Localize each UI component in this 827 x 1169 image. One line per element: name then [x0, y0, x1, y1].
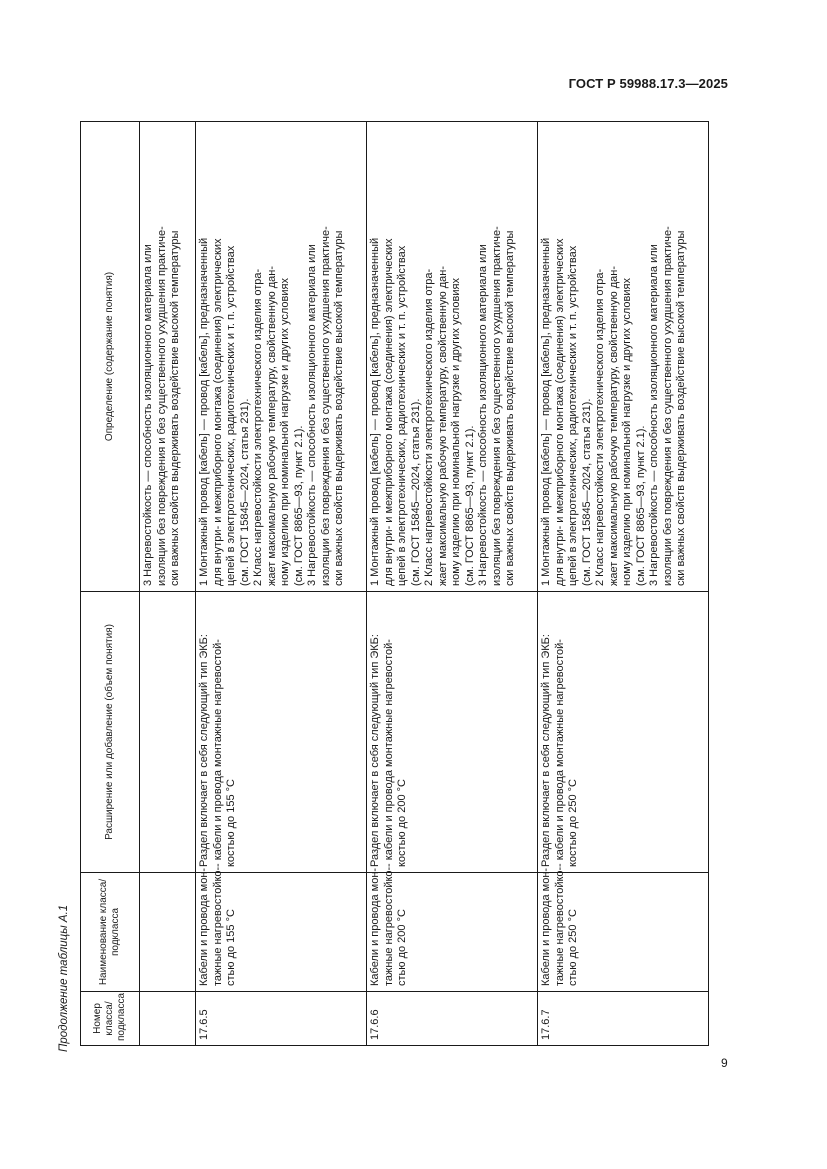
text-line: для внутри- и межприборного монтажа (соединения) электрических	[382, 238, 395, 586]
text-line: цепей в электротехнических, радиотехнических и т. п. устройствах	[567, 245, 579, 586]
definition-cell	[538, 122, 709, 592]
text-line: (см. ГОСТ 8865—93, пункт 2.1).	[634, 425, 647, 586]
text-line: Раздел включает в себя следующий тип ЭКБ:	[369, 634, 381, 867]
text-line: изоляции без повреждения и без существенного ухудшения практиче-	[319, 226, 332, 586]
definition-cell	[196, 122, 367, 592]
definition-cell	[140, 122, 196, 592]
text-line: тажные нагревостойко-	[382, 866, 395, 986]
text-line: стью до 200 °С	[396, 909, 408, 986]
text-line: 3 Нагревостойкость — способность изоляционного материала или	[648, 244, 660, 586]
text-line: 3 Нагревостойкость — способность изоляционного материала или	[477, 244, 489, 586]
text-line: жает максимальную рабочую температуру, свойственную дан-	[265, 265, 278, 586]
text-line: ски важных свойств выдерживать воздействие высокой температуры	[169, 230, 181, 586]
text-line: Кабели и провода мон-	[198, 867, 210, 986]
class-number-cell: 17.6.6	[367, 992, 538, 1046]
page-number: 9	[721, 1056, 728, 1070]
column-header-name: Наименование класса/ подкласса	[81, 873, 140, 992]
column-header-definition: Определение (содержание понятия)	[81, 122, 140, 592]
standard-code: ГОСТ Р 59988.17.3—2025	[568, 76, 728, 91]
text-line: стью до 250 °С	[567, 909, 579, 986]
text-line: ному изделию при номинальной нагрузке и других условиях	[621, 278, 633, 586]
text-line: ному изделию при номинальной нагрузке и других условиях	[450, 278, 462, 586]
extension-cell	[196, 592, 367, 873]
text-line: цепей в электротехнических, радиотехнических и т. п. устройствах	[396, 245, 408, 586]
table-row-continuation	[140, 122, 196, 1046]
text-line: цепей в электротехнических, радиотехнических и т. п. устройствах	[225, 245, 237, 586]
table-row	[538, 122, 709, 1046]
text-line: 3 Нагревостойкость — способность изоляционного материала или	[306, 244, 318, 586]
text-line: тажные нагревостойко-	[211, 866, 224, 986]
text-line: - кабели и провода монтажные нагревостой-	[382, 639, 395, 867]
text-line: костью до 155 °С	[225, 779, 237, 867]
rotated-content	[57, 122, 715, 1082]
text-line: ски важных свойств выдерживать воздействие высокой температуры	[333, 230, 345, 586]
extension-cell	[367, 592, 538, 873]
text-line: ски важных свойств выдерживать воздействие высокой температуры	[504, 230, 516, 586]
text-line: жает максимальную рабочую температуру, свойственную дан-	[436, 265, 449, 586]
text-line: 2 Класс нагревостойкости электротехнического изделия отра-	[594, 268, 606, 586]
class-name-cell	[196, 866, 367, 992]
table-cell	[140, 873, 196, 992]
text-line: 3 Нагревостойкость — способность изоляционного материала или	[142, 244, 154, 586]
text-line: - кабели и провода монтажные нагревостой-	[553, 639, 566, 867]
class-number-cell: 17.6.7	[538, 992, 709, 1046]
text-line: Раздел включает в себя следующий тип ЭКБ:	[198, 634, 210, 867]
text-line: изоляции без повреждения и без существенного ухудшения практиче-	[661, 226, 674, 586]
text-line: 1 Монтажный провод [кабель] — провод [кабель], предназначенный	[198, 237, 210, 586]
text-line: 1 Монтажный провод [кабель] — провод [кабель], предназначенный	[369, 237, 381, 586]
text-line: 2 Класс нагревостойкости электротехнического изделия отра-	[423, 268, 435, 586]
text-line: Раздел включает в себя следующий тип ЭКБ:	[540, 634, 552, 867]
text-line: костью до 200 °С	[396, 779, 408, 867]
text-line: костью до 250 °С	[567, 779, 579, 867]
text-line: (см. ГОСТ 15845—2024, статья 231).	[409, 398, 422, 586]
table-header-row	[81, 122, 140, 1046]
column-header-number: Номер класса/ подкласса	[81, 992, 140, 1046]
table-row	[367, 122, 538, 1046]
table-cell	[140, 992, 196, 1046]
text-line: 2 Класс нагревостойкости электротехнического изделия отра-	[252, 268, 264, 586]
table-row	[196, 122, 367, 1046]
table-cell	[140, 592, 196, 873]
classification-table	[80, 121, 709, 1046]
text-line: ному изделию при номинальной нагрузке и других условиях	[279, 278, 291, 586]
definition-cell	[367, 122, 538, 592]
text-line: (см. ГОСТ 8865—93, пункт 2.1).	[292, 425, 305, 586]
class-name-cell	[538, 866, 709, 992]
text-line: изоляции без повреждения и без существенного ухудшения практиче-	[155, 226, 168, 586]
text-line: (см. ГОСТ 15845—2024, статья 231).	[580, 398, 593, 586]
text-line: Кабели и провода мон-	[540, 867, 552, 986]
text-line: ски важных свойств выдерживать воздействие высокой температуры	[675, 230, 687, 586]
text-line: тажные нагревостойко-	[553, 866, 566, 986]
extension-cell	[538, 592, 709, 873]
text-line: (см. ГОСТ 15845—2024, статья 231).	[238, 398, 251, 586]
text-line: 1 Монтажный провод [кабель] — провод [кабель], предназначенный	[540, 237, 552, 586]
text-line: для внутри- и межприборного монтажа (соединения) электрических	[211, 238, 224, 586]
class-name-cell	[367, 866, 538, 992]
text-line: - кабели и провода монтажные нагревостой-	[211, 639, 224, 867]
text-line: стью до 155 °С	[225, 909, 237, 986]
text-line: жает максимальную рабочую температуру, свойственную дан-	[607, 265, 620, 586]
text-line: для внутри- и межприборного монтажа (соединения) электрических	[553, 238, 566, 586]
class-number-cell: 17.6.5	[196, 992, 367, 1046]
text-line: (см. ГОСТ 8865—93, пункт 2.1).	[463, 425, 476, 586]
text-line: изоляции без повреждения и без существенного ухудшения практиче-	[490, 226, 503, 586]
column-header-extension: Расширение или добавление (объем понятия)	[81, 592, 140, 873]
table-caption: Продолжение таблицы А.1	[58, 904, 70, 1052]
text-line: Кабели и провода мон-	[369, 867, 381, 986]
